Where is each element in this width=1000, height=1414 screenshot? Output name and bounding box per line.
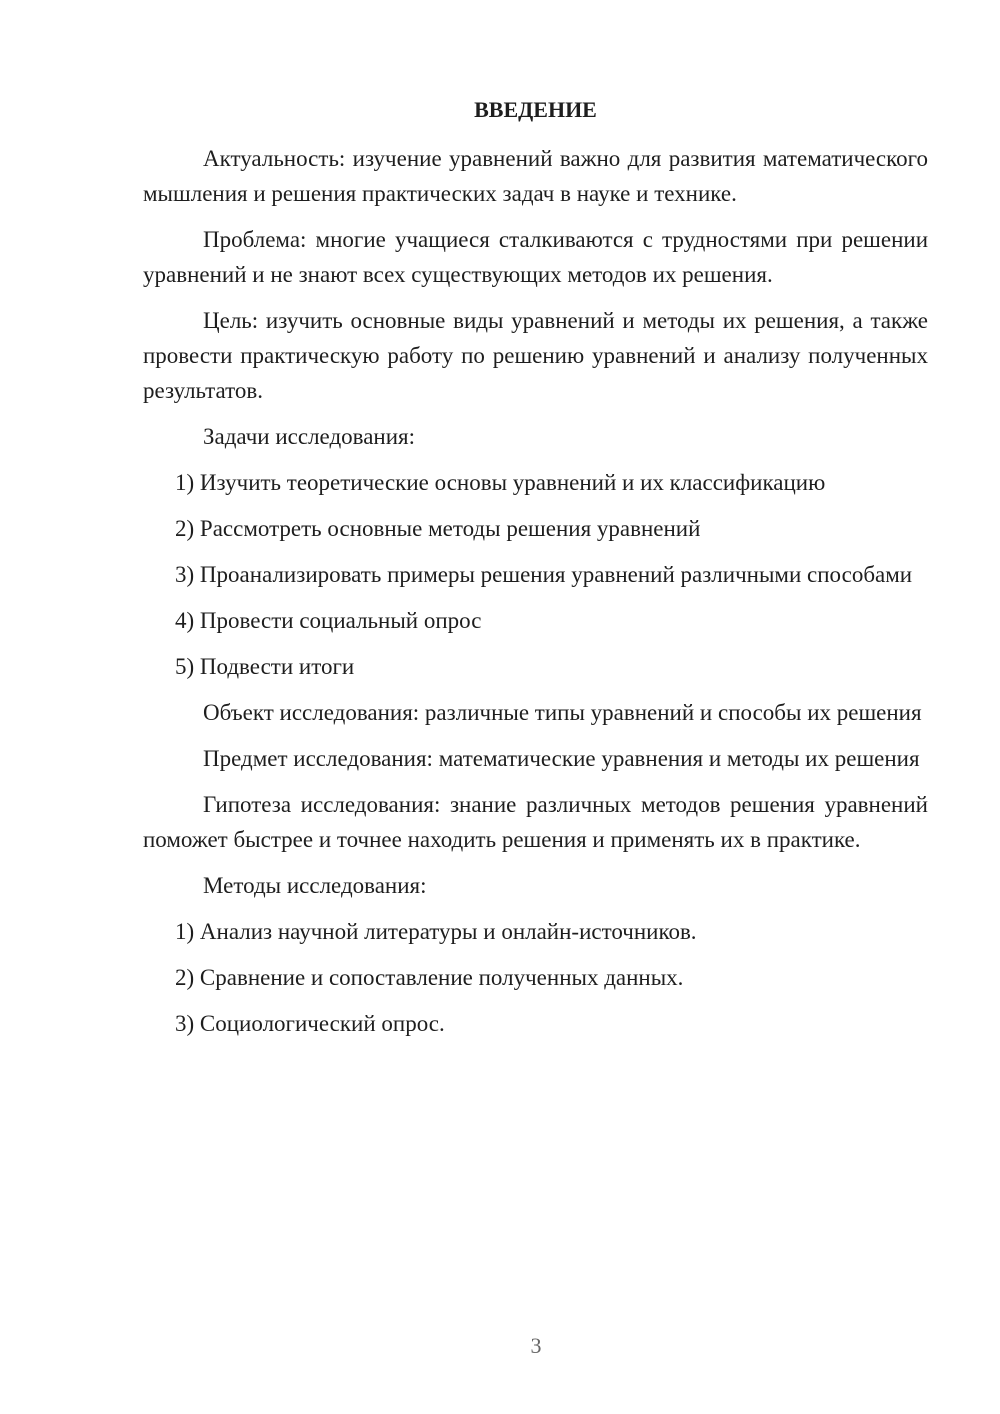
task-item: 2) Рассмотреть основные методы решения уравнений [175, 516, 701, 541]
goal-paragraph: Цель: изучить основные виды уравнений и методы их решения, а также провести практическую работу по решению уравнений и анализу полученных результатов. [143, 308, 928, 403]
task-item: 1) Изучить теоретические основы уравнений и их классификацию [175, 470, 826, 495]
subject-paragraph: Предмет исследования: математические уравнения и методы их решения [203, 746, 920, 771]
tasks-heading: Задачи исследования: [203, 424, 416, 449]
task-item: 3) Проанализировать примеры решения уравнений различными способами [175, 562, 913, 587]
method-item: 1) Анализ научной литературы и онлайн-источников. [175, 919, 697, 944]
task-item: 5) Подвести итоги [175, 654, 355, 679]
page-title: ВВЕДЕНИЕ [474, 97, 597, 122]
page-number: 3 [530, 1333, 542, 1358]
relevance-paragraph: Актуальность: изучение уравнений важно для развития математического мышления и решения практических задач в науке и технике. [143, 146, 928, 206]
task-item: 4) Провести социальный опрос [175, 608, 482, 633]
problem-paragraph: Проблема: многие учащиеся сталкиваются с трудностями при решении уравнений и не знают всех существующих методов их решения. [143, 227, 928, 287]
document-page [143, 94, 928, 1052]
methods-heading: Методы исследования: [203, 873, 427, 898]
object-paragraph: Объект исследования: различные типы уравнений и способы их решения [203, 700, 922, 725]
hypothesis-paragraph: Гипотеза исследования: знание различных методов решения уравнений поможет быстрее и точнее находить решения и применять их в практике. [143, 792, 928, 852]
method-item: 2) Сравнение и сопоставление полученных данных. [175, 965, 684, 990]
method-item: 3) Социологический опрос. [175, 1011, 445, 1036]
